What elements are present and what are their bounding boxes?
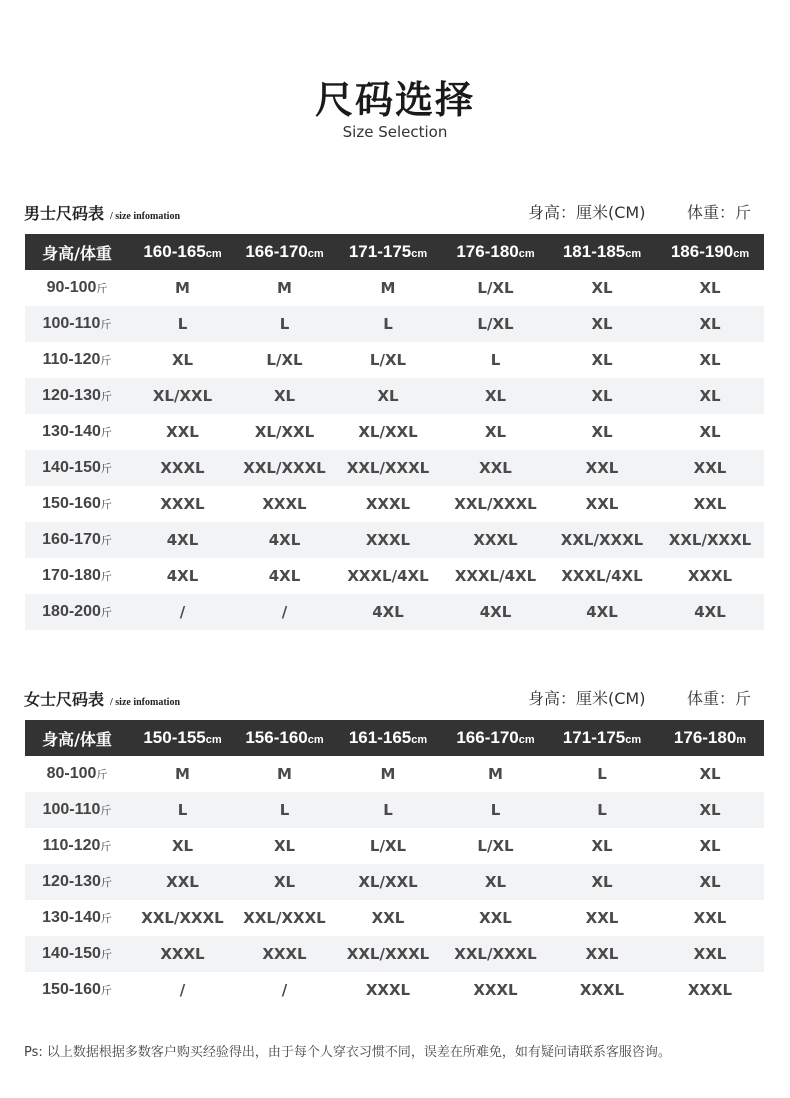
size-cell: L xyxy=(443,792,548,828)
weight-range: 140-150 xyxy=(42,459,101,476)
men-table-title: 男士尺码表 xyxy=(24,204,105,223)
women-table-body xyxy=(25,756,764,1008)
women-height-column-header xyxy=(236,720,333,756)
weight-unit: 斤 xyxy=(100,390,112,403)
weight-range: 120-130 xyxy=(42,387,101,404)
size-cell: 4XL xyxy=(333,594,443,630)
table-row xyxy=(25,558,764,594)
height-unit: cm xyxy=(518,248,535,260)
weight-unit: 斤 xyxy=(100,318,112,331)
page-subtitle: Size Selection xyxy=(342,123,448,141)
height-range: 186-190 xyxy=(670,242,734,261)
size-cell: L xyxy=(129,306,236,342)
size-cell: XL xyxy=(591,423,613,441)
table-row xyxy=(25,792,764,828)
weight-range: 110-120 xyxy=(42,351,101,368)
weight-range-cell xyxy=(25,594,129,630)
size-cell: XXXL xyxy=(473,981,518,999)
size-cell: XXXL xyxy=(365,495,411,513)
weight-range: 170-180 xyxy=(42,567,101,584)
size-cell: M xyxy=(380,765,396,783)
men-corner-header: 身高/体重 xyxy=(25,234,129,270)
size-cell: XXL xyxy=(656,450,764,486)
size-cell: M xyxy=(380,279,396,297)
size-cell: L xyxy=(597,765,607,783)
size-cell: XXL xyxy=(371,909,405,927)
size-cell: XXL/XXXL xyxy=(243,909,326,927)
weight-range: 110-120 xyxy=(42,837,101,854)
size-cell: L xyxy=(236,306,333,342)
weight-range: 120-130 xyxy=(42,873,101,890)
women-header-row xyxy=(25,720,764,756)
height-range: 166-170 xyxy=(456,728,519,747)
size-cell: 4XL xyxy=(548,594,656,630)
size-cell: XXXL xyxy=(365,981,411,999)
size-cell: XXL xyxy=(693,909,727,927)
table-row xyxy=(25,936,764,972)
size-cell: XXXL/4XL xyxy=(454,567,537,585)
weight-unit: 斤 xyxy=(100,606,112,619)
size-cell: XL xyxy=(591,837,613,855)
size-cell: XXL/XXXL xyxy=(454,495,537,513)
weight-range-cell xyxy=(25,936,129,972)
height-range: 181-185 xyxy=(562,242,626,261)
table-row xyxy=(25,414,764,450)
size-cell: L/XL xyxy=(369,837,407,855)
size-cell: XXXL/4XL xyxy=(561,567,643,585)
men-size-section xyxy=(25,197,764,630)
size-cell: XXL xyxy=(585,909,619,927)
weight-range: 100-110 xyxy=(42,801,101,818)
size-cell: L/XL xyxy=(443,306,548,342)
table-row xyxy=(25,828,764,864)
height-range: 171-175 xyxy=(562,728,626,747)
size-cell: XXXL xyxy=(579,981,625,999)
weight-range-cell xyxy=(25,900,129,936)
size-cell: L/XL xyxy=(369,351,407,369)
size-cell: L xyxy=(236,792,333,828)
size-cell: XXXL xyxy=(333,522,443,558)
weight-range-cell xyxy=(25,270,129,306)
height-unit: cm xyxy=(518,734,535,746)
size-cell: L/XL xyxy=(266,351,303,369)
size-cell: XL xyxy=(333,378,443,414)
men-height-column-header xyxy=(333,234,443,270)
size-cell: XXXL xyxy=(236,936,333,972)
weight-range-cell xyxy=(25,486,129,522)
weight-range-cell xyxy=(25,864,129,900)
size-cell: 4XL xyxy=(443,594,548,630)
weight-range-cell xyxy=(25,828,129,864)
weight-range: 180-200 xyxy=(42,603,101,620)
weight-range-cell xyxy=(25,450,129,486)
weight-range-cell xyxy=(25,792,129,828)
weight-unit: 斤 xyxy=(100,948,112,961)
size-cell: XL xyxy=(548,306,656,342)
size-cell: L xyxy=(548,792,656,828)
women-size-section xyxy=(25,683,764,1008)
weight-range: 140-150 xyxy=(42,945,101,962)
height-unit: cm xyxy=(411,248,428,260)
weight-range-cell xyxy=(25,414,129,450)
size-cell: XXXL xyxy=(443,522,548,558)
size-cell: XXL/XXXL xyxy=(333,936,443,972)
women-height-column-header xyxy=(443,720,548,756)
size-cell: XL xyxy=(656,864,764,900)
table-row xyxy=(25,594,764,630)
weight-range-cell xyxy=(25,972,129,1008)
women-height-column-header xyxy=(333,720,443,756)
weight-unit: 斤 xyxy=(100,534,112,547)
size-cell: XXL/XXXL xyxy=(656,522,764,558)
women-height-unit: 身高：厘米(CM) xyxy=(528,689,646,708)
table-row xyxy=(25,864,764,900)
size-cell: XXL/XXXL xyxy=(333,450,443,486)
weight-unit: 斤 xyxy=(100,354,112,367)
weight-range-cell xyxy=(25,558,129,594)
height-range: 160-165 xyxy=(143,242,206,261)
height-range: 156-160 xyxy=(245,728,308,747)
size-cell: XXL/XXXL xyxy=(548,522,656,558)
table-row xyxy=(25,270,764,306)
table-row xyxy=(25,900,764,936)
size-cell: XL/XXL xyxy=(254,423,315,441)
weight-unit: 斤 xyxy=(100,462,112,475)
weight-range: 160-170 xyxy=(42,531,101,548)
size-cell: XL/XXL xyxy=(129,378,236,414)
footnote: Ps: 以上数据根据多数客户购买经验得出，由于每个人穿衣习惯不同，误差在所难免，如有疑问请联系客服咨询。 xyxy=(24,1045,671,1060)
size-cell: XL xyxy=(443,864,548,900)
size-cell: XXL/XXXL xyxy=(236,450,333,486)
size-cell: L xyxy=(333,306,443,342)
women-weight-unit: 体重：斤 xyxy=(687,689,752,708)
size-cell: M xyxy=(277,765,292,783)
size-cell: L/XL xyxy=(477,279,514,297)
size-cell: XXL xyxy=(548,450,656,486)
height-unit: cm xyxy=(625,734,642,746)
size-cell: L xyxy=(490,351,501,369)
height-unit: cm xyxy=(625,248,642,260)
size-cell: 4XL xyxy=(268,567,301,585)
size-cell: XXL xyxy=(166,423,199,441)
women-size-table xyxy=(25,720,764,1008)
size-cell: XL/XXL xyxy=(358,423,418,441)
men-height-column-header xyxy=(443,234,548,270)
men-weight-unit: 体重：斤 xyxy=(687,203,752,222)
size-cell: XL xyxy=(443,378,548,414)
weight-unit: 斤 xyxy=(100,498,112,511)
size-cell: XL xyxy=(236,378,333,414)
size-cell: XL xyxy=(699,837,721,855)
size-cell: / xyxy=(179,981,186,999)
table-row xyxy=(25,486,764,522)
size-cell: L xyxy=(333,792,443,828)
size-cell: M xyxy=(175,765,190,783)
size-cell: XXL xyxy=(129,864,236,900)
size-cell: M xyxy=(175,279,190,297)
size-cell: XXL xyxy=(479,909,512,927)
weight-range: 100-110 xyxy=(42,315,101,332)
men-height-column-header xyxy=(548,234,656,270)
size-cell: L/XL xyxy=(477,837,514,855)
weight-range: 130-140 xyxy=(42,423,101,440)
size-cell: / xyxy=(236,594,333,630)
weight-range-cell xyxy=(25,756,129,792)
size-cell: XL xyxy=(699,765,721,783)
size-cell: XXXL xyxy=(687,567,733,585)
men-header-row xyxy=(25,234,764,270)
weight-range-cell xyxy=(25,522,129,558)
size-cell: M xyxy=(488,765,503,783)
weight-unit: 斤 xyxy=(100,840,112,853)
weight-range: 130-140 xyxy=(42,909,101,926)
height-unit: cm xyxy=(205,248,222,260)
weight-range-cell xyxy=(25,306,129,342)
weight-unit: 斤 xyxy=(96,282,108,295)
size-cell: XXXL/4XL xyxy=(347,567,429,585)
size-cell: XL xyxy=(656,792,764,828)
weight-unit: 斤 xyxy=(100,570,112,583)
size-cell: XXL xyxy=(548,936,656,972)
weight-unit: 斤 xyxy=(100,876,112,889)
weight-range: 150-160 xyxy=(42,495,101,512)
women-height-column-header xyxy=(129,720,236,756)
table-row xyxy=(25,522,764,558)
men-height-column-header xyxy=(129,234,236,270)
size-cell: XL xyxy=(699,351,721,369)
weight-range: 90-100 xyxy=(46,279,97,296)
size-cell: XL xyxy=(236,864,333,900)
men-table-body xyxy=(25,270,764,630)
height-unit: cm xyxy=(307,248,324,260)
weight-range: 150-160 xyxy=(42,981,101,998)
weight-unit: 斤 xyxy=(100,426,112,439)
height-range: 166-170 xyxy=(245,242,308,261)
men-section-header xyxy=(25,197,764,227)
size-cell: 4XL xyxy=(656,594,764,630)
men-height-column-header xyxy=(236,234,333,270)
weight-range: 80-100 xyxy=(46,765,97,782)
table-row xyxy=(25,342,764,378)
size-cell: / xyxy=(281,981,288,999)
size-cell: XXXL xyxy=(262,495,307,513)
women-table-subtitle: / size infomation xyxy=(110,697,181,708)
weight-unit: 斤 xyxy=(100,912,112,925)
weight-unit: 斤 xyxy=(100,804,112,817)
size-cell: XL xyxy=(484,423,507,441)
table-row xyxy=(25,378,764,414)
height-range: 176-180 xyxy=(456,242,519,261)
height-unit: cm xyxy=(205,734,222,746)
table-row xyxy=(25,306,764,342)
weight-unit: 斤 xyxy=(96,768,108,781)
height-range: 161-165 xyxy=(348,728,412,747)
size-cell: / xyxy=(129,594,236,630)
size-cell: 4XL xyxy=(166,567,199,585)
women-table-title: 女士尺码表 xyxy=(24,690,105,709)
size-cell: XXXL xyxy=(687,981,733,999)
size-cell: 4XL xyxy=(236,522,333,558)
size-cell: XXL/XXXL xyxy=(141,909,224,927)
weight-range-cell xyxy=(25,342,129,378)
women-corner-header: 身高/体重 xyxy=(25,720,129,756)
height-unit: cm xyxy=(733,248,750,260)
size-cell: XL xyxy=(171,351,194,369)
men-table-subtitle: / size infomation xyxy=(110,211,181,222)
men-size-table xyxy=(25,234,764,630)
size-cell: XXL xyxy=(656,936,764,972)
table-row xyxy=(25,756,764,792)
size-cell: XL xyxy=(171,837,194,855)
height-range: 150-155 xyxy=(143,728,206,747)
size-cell: XL xyxy=(699,279,721,297)
size-cell: XXL xyxy=(443,450,548,486)
size-cell: XL/XXL xyxy=(333,864,443,900)
page-title: 尺码选择 xyxy=(314,78,475,122)
men-height-column-header xyxy=(656,234,764,270)
size-cell: XL xyxy=(548,378,656,414)
weight-unit: 斤 xyxy=(100,984,112,997)
size-cell: XXL/XXXL xyxy=(443,936,548,972)
size-cell: XXXL xyxy=(129,936,236,972)
weight-range-cell xyxy=(25,378,129,414)
size-cell: XL xyxy=(591,351,613,369)
size-cell: M xyxy=(277,279,292,297)
women-section-header xyxy=(25,683,764,713)
height-unit: cm xyxy=(307,734,324,746)
size-cell: XL xyxy=(656,378,764,414)
size-cell: XL xyxy=(548,864,656,900)
men-height-unit: 身高：厘米(CM) xyxy=(528,203,646,222)
size-cell: 4XL xyxy=(129,522,236,558)
size-cell: XL xyxy=(273,837,296,855)
table-row xyxy=(25,972,764,1008)
table-row xyxy=(25,450,764,486)
size-cell: XL xyxy=(591,279,613,297)
height-range: 176-180 xyxy=(673,728,737,747)
height-unit: cm xyxy=(411,734,428,746)
size-cell: L xyxy=(129,792,236,828)
height-unit: m xyxy=(736,734,747,746)
height-range: 171-175 xyxy=(348,242,412,261)
size-cell: XXL xyxy=(585,495,619,513)
size-cell: XL xyxy=(699,423,721,441)
size-cell: XL xyxy=(656,306,764,342)
size-cell: XXXL xyxy=(160,495,205,513)
women-height-column-header xyxy=(548,720,656,756)
size-cell: XXL xyxy=(693,495,727,513)
women-height-column-header xyxy=(656,720,764,756)
size-cell: XXXL xyxy=(129,450,236,486)
